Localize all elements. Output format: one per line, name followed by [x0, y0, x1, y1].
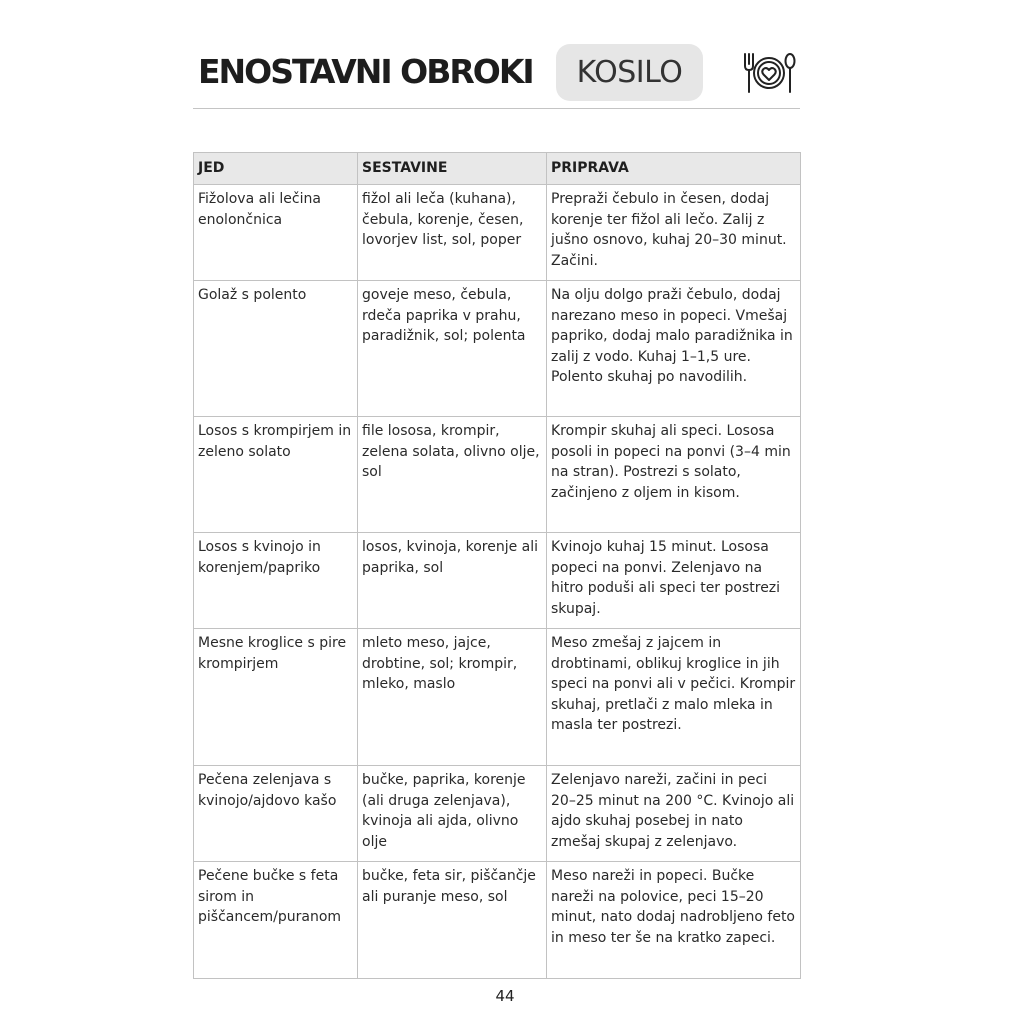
meal-category-badge: KOSILO [556, 44, 703, 101]
table-row [194, 766, 801, 862]
table-row [194, 417, 801, 533]
table-header-row [194, 153, 801, 185]
dish-cell: Golaž s polento [194, 281, 358, 417]
preparation-cell: Krompir skuhaj ali speci. Lososa posoli in popeci na ponvi (3–4 min na stran). Postrezi s solato, začinjeno z oljem in kisom. [547, 417, 801, 533]
dish-cell: Pečene bučke s feta sirom in piščancem/puranom [194, 862, 358, 979]
dish-cell: Fižolova ali lečina enolončnica [194, 185, 358, 281]
page-title: ENOSTAVNI OBROKI [198, 52, 533, 91]
preparation-cell: Zelenjavo nareži, začini in peci 20–25 minut na 200 °C. Kvinojo ali ajdo skuhaj posebej in nato zmešaj skupaj z zelenjavo. [547, 766, 801, 862]
dish-cell: Losos s krompirjem in zeleno solato [194, 417, 358, 533]
ingredients-cell: goveje meso, čebula, rdeča paprika v prahu, paradižnik, sol; polenta [358, 281, 547, 417]
preparation-cell: Meso zmešaj z jajcem in drobtinami, oblikuj kroglice in jih speci na ponvi ali v pečici. Krompir skuhaj, pretlači z malo mleka in masla ter postrezi. [547, 629, 801, 766]
page-number: 44 [495, 987, 515, 1005]
preparation-cell: Na olju dolgo praži čebulo, dodaj narezano meso in popeci. Vmešaj papriko, dodaj malo paradižnika in zalij z vodo. Kuhaj 1–1,5 ure. Polento skuhaj po navodilih. [547, 281, 801, 417]
ingredients-cell: fižol ali leča (kuhana), čebula, korenje, česen, lovorjev list, sol, poper [358, 185, 547, 281]
ingredients-cell: losos, kvinoja, korenje ali paprika, sol [358, 533, 547, 629]
preparation-cell: Kvinojo kuhaj 15 minut. Lososa popeci na ponvi. Zelenjavo na hitro poduši ali speci ter postrezi skupaj. [547, 533, 801, 629]
ingredients-cell: file lososa, krompir, zelena solata, olivno olje, sol [358, 417, 547, 533]
ingredients-cell: bučke, paprika, korenje (ali druga zelenjava), kvinoja ali ajda, olivno olje [358, 766, 547, 862]
meals-table [193, 152, 801, 979]
column-header-ingredients: SESTAVINE [358, 153, 547, 185]
table-row [194, 185, 801, 281]
table-row [194, 281, 801, 417]
plate-cutlery-heart-icon [741, 50, 797, 96]
ingredients-cell: mleto meso, jajce, drobtine, sol; krompir, mleko, maslo [358, 629, 547, 766]
page-header [193, 44, 800, 108]
column-header-dish: JED [194, 153, 358, 185]
table-row [194, 533, 801, 629]
dish-cell: Pečena zelenjava s kvinojo/ajdovo kašo [194, 766, 358, 862]
table-row [194, 862, 801, 979]
header-divider [193, 108, 800, 109]
preparation-cell: Prepraži čebulo in česen, dodaj korenje ter fižol ali lečo. Zalij z jušno osnovo, kuhaj 20–30 minut. Začini. [547, 185, 801, 281]
ingredients-cell: bučke, feta sir, piščančje ali puranje meso, sol [358, 862, 547, 979]
column-header-preparation: PRIPRAVA [547, 153, 801, 185]
preparation-cell: Meso nareži in popeci. Bučke nareži na polovice, peci 15–20 minut, nato dodaj nadrobljeno feto in meso ter še na kratko zapeci. [547, 862, 801, 979]
dish-cell: Losos s kvinojo in korenjem/papriko [194, 533, 358, 629]
dish-cell: Mesne kroglice s pire krompirjem [194, 629, 358, 766]
table-row [194, 629, 801, 766]
